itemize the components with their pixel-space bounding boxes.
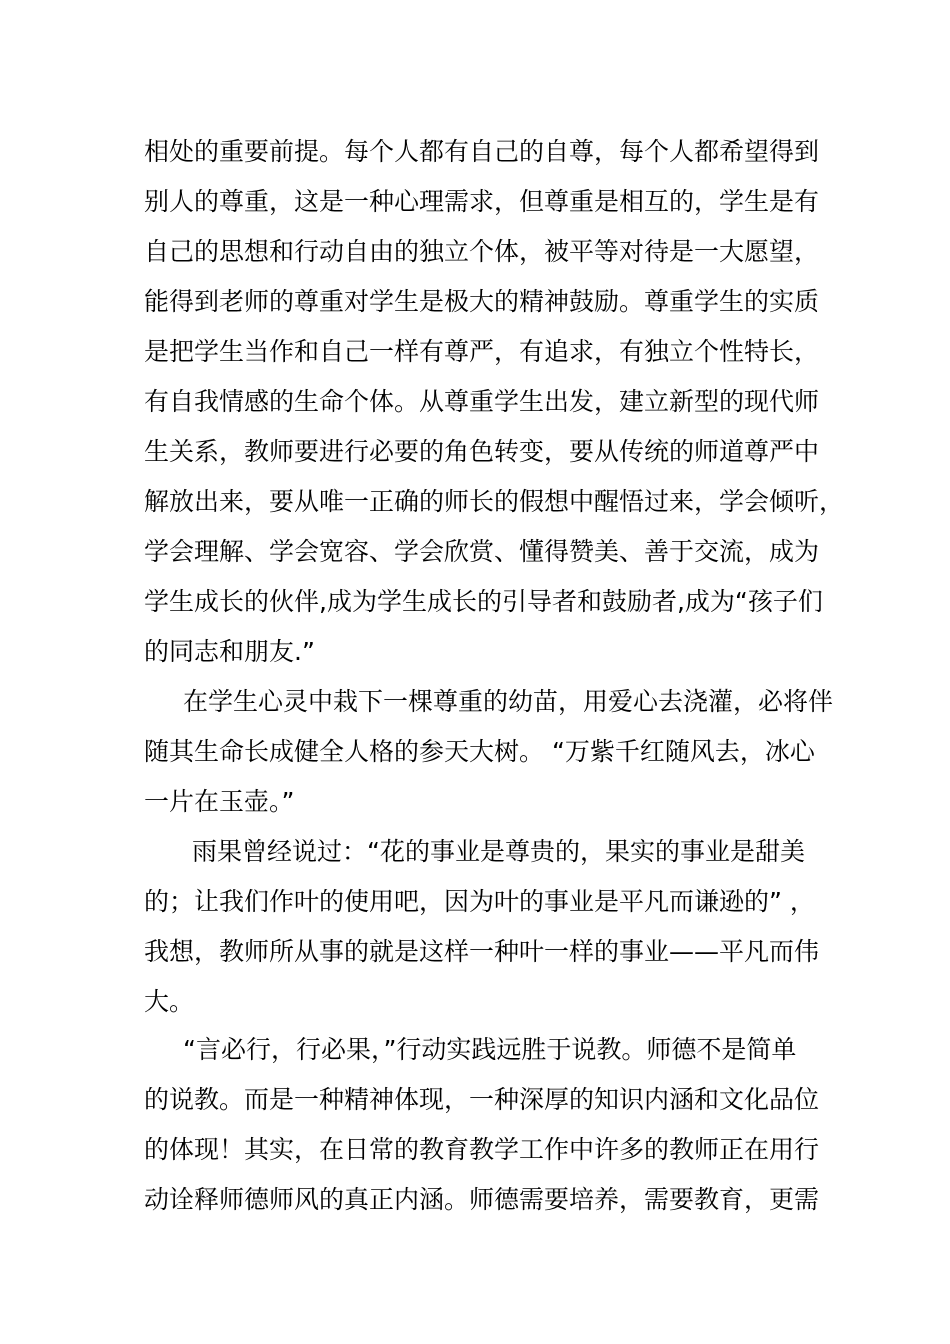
text-line: 是把学生当作和自己一样有尊严，有追求，有独立个性特长， [144, 337, 820, 366]
text-line: 学会理解、学会宽容、学会欣赏、懂得赞美、善于交流，成为 [144, 537, 820, 566]
text-line: 大。 [144, 987, 195, 1016]
paragraph-first-line: 雨果曾经说过：“花的事业是尊贵的，果实的事业是甜美 [192, 837, 805, 866]
text-line: 的体现！其实，在日常的教育教学工作中许多的教师正在用行 [144, 1135, 820, 1164]
text-line: 我想，教师所从事的就是这样一种叶一样的事业——平凡而伟 [144, 937, 820, 966]
text-line: 一片在玉壶。” [144, 787, 295, 816]
text-line: 的同志和朋友.” [144, 637, 315, 666]
text-line: 有自我情感的生命个体。从尊重学生出发，建立新型的现代师 [144, 387, 820, 416]
text-line: 能得到老师的尊重对学生是极大的精神鼓励。尊重学生的实质 [144, 287, 820, 316]
text-line: 的说教。而是一种精神体现，一种深厚的知识内涵和文化品位 [144, 1085, 820, 1114]
text-line: 解放出来，要从唯一正确的师长的假想中醒悟过来，学会倾听， [144, 487, 845, 516]
text-line: 学生成长的伙伴,成为学生成长的引导者和鼓励者,成为“孩子们 [144, 587, 823, 616]
text-line: 随其生命长成健全人格的参天大树。 “万紫千红随风去，冰心 [144, 737, 815, 766]
text-line: 动诠释师德师风的真正内涵。师德需要培养，需要教育，更需 [144, 1185, 820, 1214]
text-line: 自己的思想和行动自由的独立个体，被平等对待是一大愿望， [144, 237, 820, 266]
text-line: 相处的重要前提。每个人都有自己的自尊，每个人都希望得到 [144, 137, 820, 166]
paragraph-first-line: “言必行，行必果，”行动实践远胜于说教。师德不是简单 [183, 1035, 797, 1064]
text-line: 生关系，教师要进行必要的角色转变，要从传统的师道尊严中 [144, 437, 820, 466]
text-line: 的；让我们作叶的使用吧，因为叶的事业是平凡而谦逊的” ， [144, 887, 815, 916]
text-line: 别人的尊重，这是一种心理需求，但尊重是相互的，学生是有 [144, 187, 820, 216]
paragraph-first-line: 在学生心灵中栽下一棵尊重的幼苗，用爱心去浇灌，必将伴 [183, 687, 834, 716]
